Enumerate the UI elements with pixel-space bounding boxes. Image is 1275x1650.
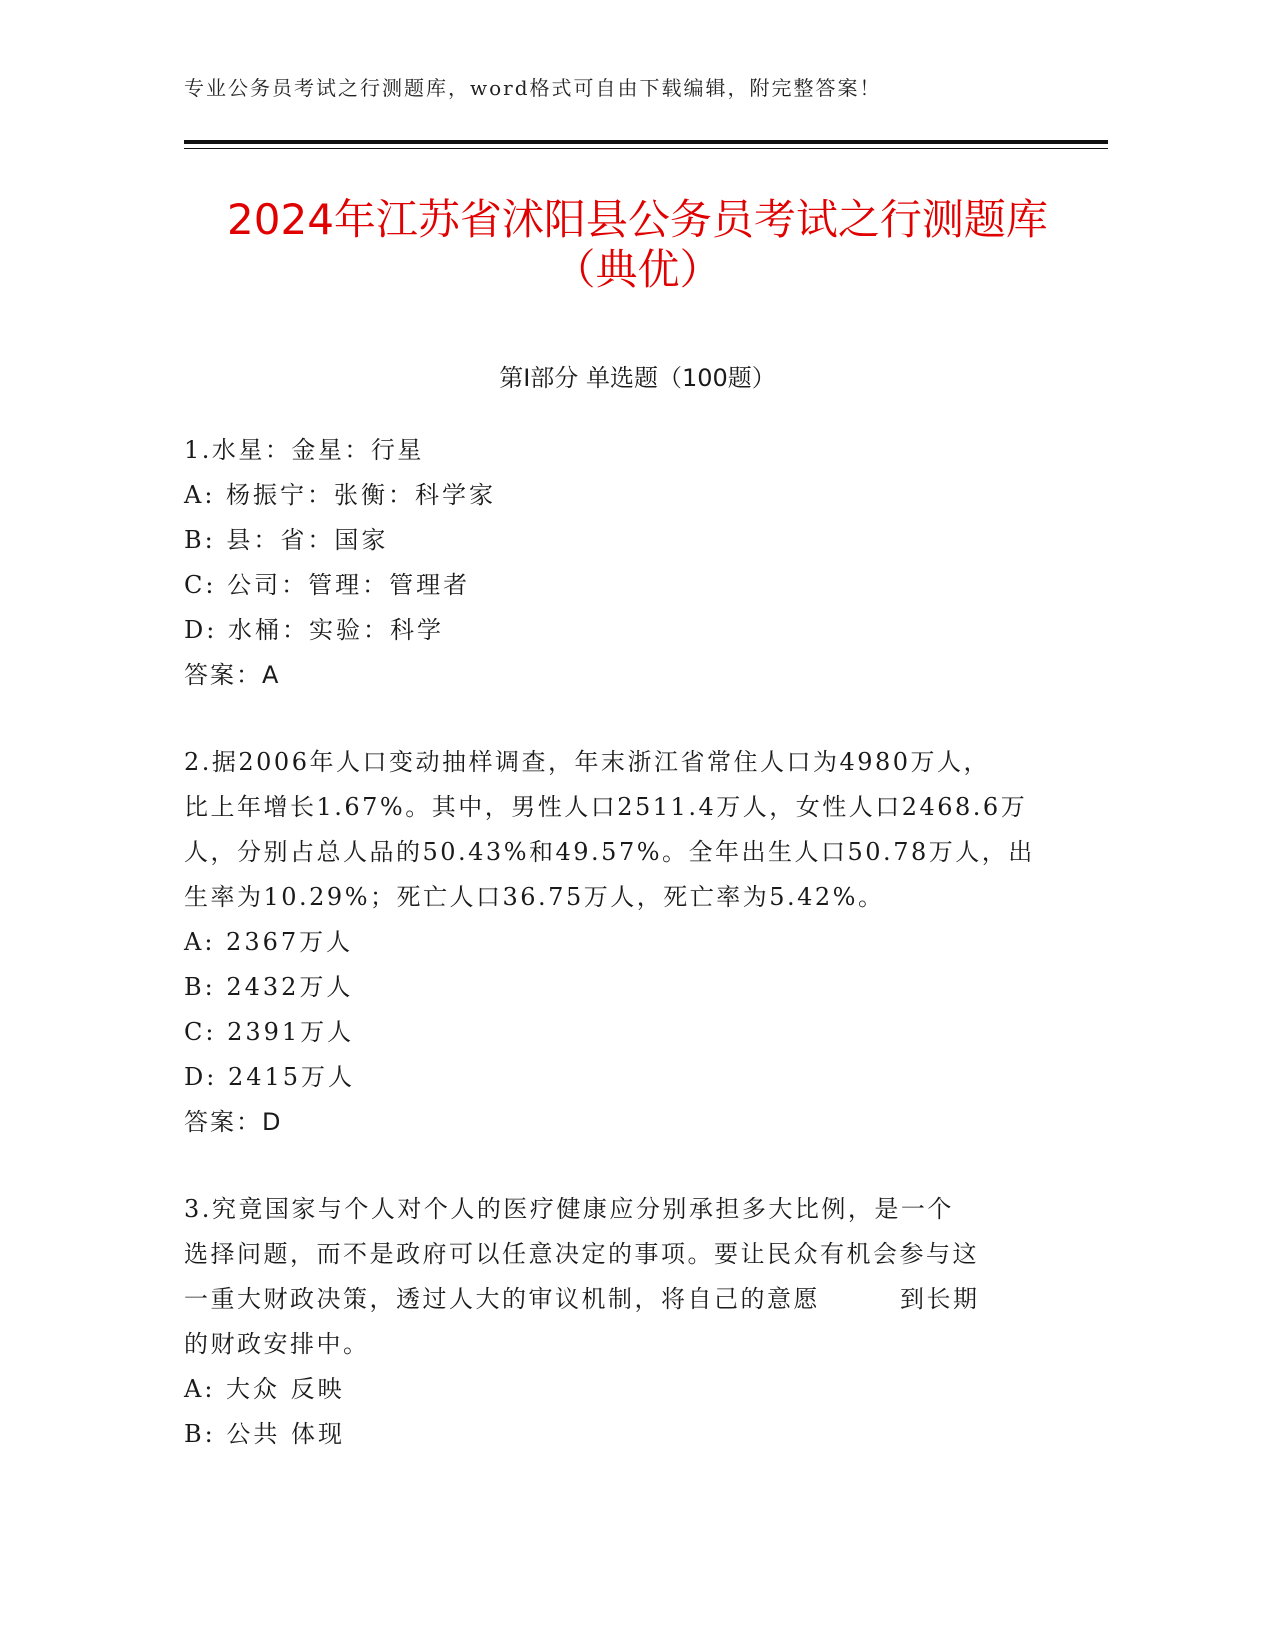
option-c: C: 2391万人	[184, 1018, 355, 1046]
header-rule-thin	[184, 148, 1108, 149]
header-note: 专业公务员考试之行测题库，word格式可自由下载编辑，附完整答案！	[184, 76, 882, 100]
option-b: B: 公共 体现	[184, 1420, 345, 1448]
stem-line: 2.据2006年人口变动抽样调查，年末浙江省常住人口为4980万人，	[184, 748, 991, 776]
title-line-2: （典优）	[553, 245, 722, 294]
answer-line: 答案：D	[184, 1108, 283, 1136]
question-stem	[184, 740, 1064, 920]
stem-line: 3.究竟国家与个人对个人的医疗健康应分别承担多大比例，是一个	[184, 1195, 954, 1223]
question-1	[184, 428, 1064, 698]
question-2	[184, 740, 1064, 1145]
option-a: A: 大众 反映	[184, 1375, 345, 1403]
stem-line: 人，分别占总人品的50.43%和49.57%。全年出生人口50.78万人，出	[184, 838, 1035, 866]
option-d: D: 水桶：实验：科学	[184, 616, 444, 644]
stem-line	[184, 1277, 1064, 1322]
answer-line: 答案：A	[184, 661, 281, 689]
option-b: B: 县：省：国家	[184, 526, 389, 554]
header-rule-thick	[184, 140, 1108, 144]
section-title: 第Ⅰ部分 单选题（100题）	[499, 364, 776, 392]
option-d: D: 2415万人	[184, 1063, 356, 1091]
stem-line: 的财政安排中。	[184, 1330, 370, 1358]
question-3	[184, 1187, 1064, 1457]
stem-text-before-blank: 一重大财政决策，透过人大的审议机制，将自己的意愿	[184, 1285, 820, 1313]
question-list	[184, 428, 1064, 1499]
option-b: B: 2432万人	[184, 973, 354, 1001]
option-a: A: 2367万人	[184, 928, 354, 956]
title-line-1: 2024年江苏省沭阳县公务员考试之行测题库	[227, 195, 1048, 244]
stem-text-after-blank: 到长期	[900, 1285, 980, 1313]
document-title	[130, 195, 1145, 295]
stem-line: 生率为10.29%；死亡人口36.75万人，死亡率为5.42%。	[184, 883, 885, 911]
option-a: A: 杨振宁：张衡：科学家	[184, 481, 497, 509]
stem-line: 1.水星：金星：行星	[184, 436, 424, 464]
question-stem	[184, 1187, 1064, 1367]
question-stem	[184, 428, 1064, 473]
stem-line: 选择问题，而不是政府可以任意决定的事项。要让民众有机会参与这	[184, 1240, 979, 1268]
stem-line: 比上年增长1.67%。其中，男性人口2511.4万人，女性人口2468.6万	[184, 793, 1028, 821]
option-c: C: 公司：管理：管理者	[184, 571, 471, 599]
